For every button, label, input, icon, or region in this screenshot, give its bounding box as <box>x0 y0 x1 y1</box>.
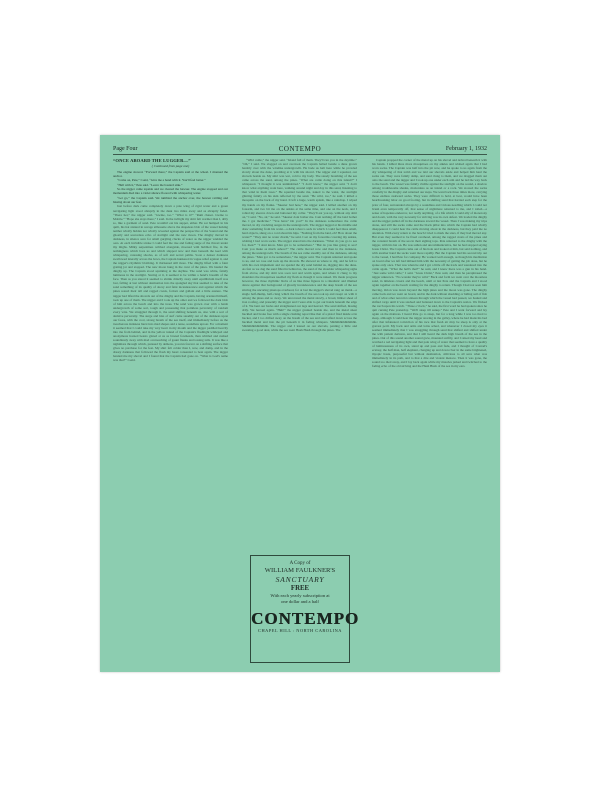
continued-note: ( Continued from page one) <box>151 164 190 169</box>
story-body-text: “Wild cattle,” the nigger said. “Island full of them. They'll run you in the daytime.” “Oh,” I said. We slogged on and overtook the Captain halted beside a dune grown harshly over with the wirelike undergrowth. He bade us halt here while he prowled slowly about the dune, prodding at it with his shovel. The nigger and I squatted, our shovels beside us. My shirt was wet, cold to my body. The steady breathing of the sea came across the sand, among the pines. “What are cattle doing on this island?” I whispered. “I thought it was uninhabited.” “I don't know,” the nigger said. “I don't know what anything want here, walking around night and day in this sand, listening to that wind in them trees.” He squatted beside me, naked to the waist, the starlight glinting faintly on his skin reflected by the sand. “Be wild, too,” he said. I killed a mosquito on the back of my hand. It left a huge, warm splash, like a raindrop. I wiped my hands on my flanks. “Skeeter bad here,” the nigger said. I killed another on my forearm, and two bit me on the ankles at the same time, and one on the neck, and I rolled my sleeves down and buttoned my collar. “They'll eat you up, without any shirt on,” I said. “No, sir,” he said. “Skeeter dont bother me. Cant nothing off the land bother me. I got medicine.” “You have? On you?” In the darkness somewhere the cattle moved, in dry crackling surges in the undergrowth. The nigger tugged at his middle and drew something from his waist—a dark tobacco sack in which I could feel three small, hard objects, slung on a cord about his hips. “Nothing from the land, eh? How about the water?” “They aint no water charm,” he said. I sat on my forearms covering my ankles, wishing I had worn socks. The nigger stared into the darkness. “What do you go to sea for, then?” “I dont know. Man got to be somewhere.” “But do you like going to sea? Cant you make as much ashore?” The cattle moved now and then in the darkness, among the undergrowth. The breath of the sea came steadily out of the darkness, among the pines. “Man got to be somewhere,” the nigger said. The Captain returned and spoke to us, and we rose and took up the shovels. He showed us where to dig, and he fell to with his own implement and we spaded the dry sand behind us, digging into the dune. As fast as we dug the sand filled in behind us, the sand of the shoulder whispering sighs from above, and my shirt was soon wet and warm again, and where it clung to my shoulders the mosquitoes needled my flesh as though it were naked. We made progress however, the three rhythmic blobs of us like three figures in a ritualistic and illumed dance against that background of ghostly incandescence and the deep breath of the sea stirring the uncaring pinetops overhead, for at last the nigger's shovel rang on metal—a single half-thump, half-clang which the breath of the sea took up and swept on with it among the pines and so away. We uncovered the metal slowly, a broad, limber sheet of iron roofing, and presently the nigger and I were able to get our hands beneath the edge of it. We bent our backs and straightened our legs and heaved. The sand shifted, hissing drily. We heaved again. “Huh!” the nigger grunted beside me, and the metal sheet buckled and broke free with a single clashing report like that of a pistol fired inside a tin bucket, and I too drifted away on the breath of the sea and sand sifted down across the buckled metal and into the pit beneath it in fading whispers. Shhhhhhhhhhhhhhh. Shhhhhhhhhhhhhhh. The nigger and I leaned on our shovels, panting a little and sweating a good deal, while the sea went Hush Hush through the pines. The <box>242 158 357 332</box>
running-header <box>113 145 487 155</box>
issue-date: February 1, 1932 <box>445 146 487 152</box>
ad-line-terms: With each yearly subscription at <box>270 593 330 598</box>
ad-line-price: one dollar and a half <box>281 598 319 604</box>
story-paragraph: “Hell with it,” Pete said. “Leave the bastard sink.” <box>117 182 183 187</box>
contempo-logo: CONTEMPO <box>251 609 360 628</box>
column-three <box>372 158 487 664</box>
ad-line-free: FREE <box>290 585 310 592</box>
column-one <box>113 158 228 664</box>
story-title: “ONCE ABOARD THE LUGGER—” <box>113 158 191 163</box>
subscription-advertisement <box>250 555 360 663</box>
page-number: Page Four <box>113 146 138 152</box>
masthead-title: CONTEMPO <box>278 145 322 153</box>
ad-line-author: WILLIAM FAULKNER'S <box>264 567 336 574</box>
ad-line-book: SANCTUARY <box>275 575 325 584</box>
story-paragraph: The engine slowed. “Forward there,” the Captain said at the wheel. I manned the anchor. <box>113 169 228 178</box>
story-paragraph: “Come on, Pete,” I said, “Give me a hand with it. You'll feel better.” <box>117 178 206 183</box>
newspaper-page <box>100 135 500 672</box>
story-paragraph: So the nigger came topside and we cleared the hawser. The engine stopped and our momentum died into a violet silence floored with whispering water. <box>113 187 228 196</box>
ad-line-copy: A Copy of <box>289 561 311 566</box>
story-body-text: Captain propped the corner of the metal up on his shovel and delved beneath it with his hands. I killed three more mosquitoes on my ankles and wished again that I had worn socks. The Captain was half into the pit now, and he spoke to us again from the dry whispering of that tomb and we laid our shovels aside and helped him haul the sacks out. They were faintly damp, and sand clung to them, and we dragged them out onto the sand and the nigger and I took up one under each arm and he led the way back to the beach. The vessel was faintly visible against the starlight on the sound, a shadow among troublesome shades, motionless as an island or a rock. We stowed the sacks carefully in the dinghy and returned our steps. We went back three times more, carrying those endless awkward sacks. They were difficult to hold, at best, would have been heartbreaking labor on good footing, but in shifting sand that harried each step for the prior of four, surrounded always by a soundless and vicious needling which I could not brush even temporarily off, that sense of nightmare returned to me, and I toiled—a sense of hopeless endeavor, not really anything, of a life which I could ally of monotony and doom, with the very necessity for striving was its own defeat. We loaded the dinghy and the nigger pulled off in the darkness toward the vessel. Then I was making my trips alone, and still the sacks came and the black pillar into which the Captain had wholly disappeared. I could hear the cattle moving about in the darkness, but they paid me no attention. With every return to the beach I tried to mark the stars, if they had moved any. But even they seemed to be fixed overhead, among the ragged crests of the pines and the constant breath of the sea in their sighing tops. Pete returned to the dinghy with the nigger, with his hat on. He was sullen and uncommunicative, but he had stopped saying Jesus Christ. The Captain came out of his hole and looked at him, but said nothing, and with another hand the sacks went more rapidly. But the Captain had his second trip out to the vessel, I had Pete for company. He worked well enough, as though his meditation on board after we left had imbued him with the necessity of getting the job done, but he spoke only once. That was when he and I got a little off the track and wandered into the cattle again. “What the hell's that?” he said, and I knew there was a gun in his hand. “Just some wild cattle,” I said. “Jesus Christ,” Pete said, and then he paraphrased the nigger unknown. “No wonder they're wild.” Back and forth we went over the moonless sand, in timeless cavern and the beach, until at last Pete and the Captain and I stood again together on the beach waiting for the dinghy to return. Though I had not seen him moving, Orion was down beyond the high pines and the moon was gone. The dinghy came back and we went on board, and in the dark without shedding or hiding sail of fish and of what other narcotics sixteen through which the vessel had passed, we hauled and shifted cargo until it was stacked and battened down to the Captain's notice. We flicked the torch upon his watch. “Three o'clock,” he said, the first word he had spoken since he quit cursing Pete yesterday. “We'll sleep till sunup.” Pete and I went forward and lay again on the mattress. I heard Pete go to sleep, but for a long while I was too tired to sleep, although I could hear the nigger snoring in the galley, where he had made his bed after that infatuated conviction of his race that fresh air may be sleep is only at the gravest peril. My back and arms and loins ached, and whenever I closed my eyes it seemed immediately that I was struggling through sand that shifted and shifted under me with patient derision, and that I still heard the dark high breath of the sea in the pines. Out of this sound another sound grew, mounted swiftly, and I raised my head and watched a red navigating light and that pale wing of water that seemed to have a quality of luminousness of its own, stand up and pass and fade, and I thought of Conrad's ecstasy, the half man, half elephant, charging up and down river in the same brightened, myopic haste, purposeful but without destination, oblivious to all save what was immediately in its path, and to that a dire and violent menace. Then it was gone, the sound too died away, and I lay back again while my muscles jerked and twitched to the fading echo of the old striving and the Hush Hush of the sea in my ears. <box>372 158 487 369</box>
ad-line-place: CHAPEL HILL : NORTH CAROLINA <box>258 628 342 633</box>
story-paragraph: “Let go,” the Captain said. We tumbled the anchor over, the hawser rattling and hissing about our feet. <box>113 195 228 204</box>
story-body-text: Just before dark came completely down a pale wing of rigid water and a green navigating light stood abruptly in the dusk two miles away and as abruptly faded. “There her,” the nigger said. “Gwine, too.” “What is it?” “Rum chaser. Gwine to Mobile.” “Hope she stays there,” I said. In the twilight my shirt felt warmer than I, drily so, like a garment of sand. Pete wouldn't eat his supper, either. He sat humped in his quilt, his hat slanted in savage silhouette above the shapeless blob of the vessel lurking neither wholly hidden nor wholly revealed against the perspective of the Sound and the ghostly and sourceless echo of starlight and the new moon. The dinghy moved in darkness, in silence save for small gurgling clucks of water as the nigger wielded the oars. At each invisible stroke I could feel the rise and fading surge of the thwart under my thighs. Milky serpentines writhed alongside, mooned with bubbled fire, in the nothingness which bore us and which slapped now and then beneath the keel with whispering, caressing shocks, as of soft and secret palms. Soon a denser darkness swallowed laterally across the bows, the Captain hunkered in vague relief against it, and the nigger's rhythmic blobbing. It thickened still more. The dinghy lifted with a faint grating jar and stopped. The new moon hung in the crest of the pines. We hauled the dinghy up. The Captain stood squinting at the skyline. The sand was white, faintly luminous in the starlight. Staring at it, it seemed to be within a hand's breadth of the face. Then as you stared it seemed to shrink drizzily away until equilibrium itself was lost, falling at last without destination into the spangled sky that seemed to take of the sand something of its quality of decay and faint incandescence and against which the pines reared their tall and ragged crests, forlorn and gallant and a little austere. The nigger had lifted the shovels out of the dinghy and the Captain, having oriented himself, took up one of them. The nigger and I took up the other and we followed the dark blob of him across the beach and into the trees. The sand was grown over with a harsh undergrowth of some sort, tough and possessing that pointless perversity of random every wire. We struggled through it, the sand shifting beneath us, also with a sort of derisive perversity. The surge and hiss of surf came steadily out of the darkness upon our faces, with the cool, strong breath of the sea itself, and immediately before us the treacherous darkness burst into mad shapes and a tense, soundless uproar. For a moment it seemed that I could take my very heart in my mouth and the nigger paddled heavily into me from behind, and in the yellow tunnel of the Captain's flashlight wildeyed and anonymous horned beasts glared at us as brazed foreheads, then whirled and rushed soundlessly away with mad overreaching of gaunt flanks and tossing tails. It was like a nightmare through which, pursued by demons, you run forever on a shifting surface that gives no purchase for the feet. My shirt felt colder than I, now, and damp, and in the dreary darkness that followed the flash my heart consented to beat again. The nigger handed me my shovel and I found that the Captain had gone on. “What is God's name was that?” I said. <box>113 204 228 363</box>
